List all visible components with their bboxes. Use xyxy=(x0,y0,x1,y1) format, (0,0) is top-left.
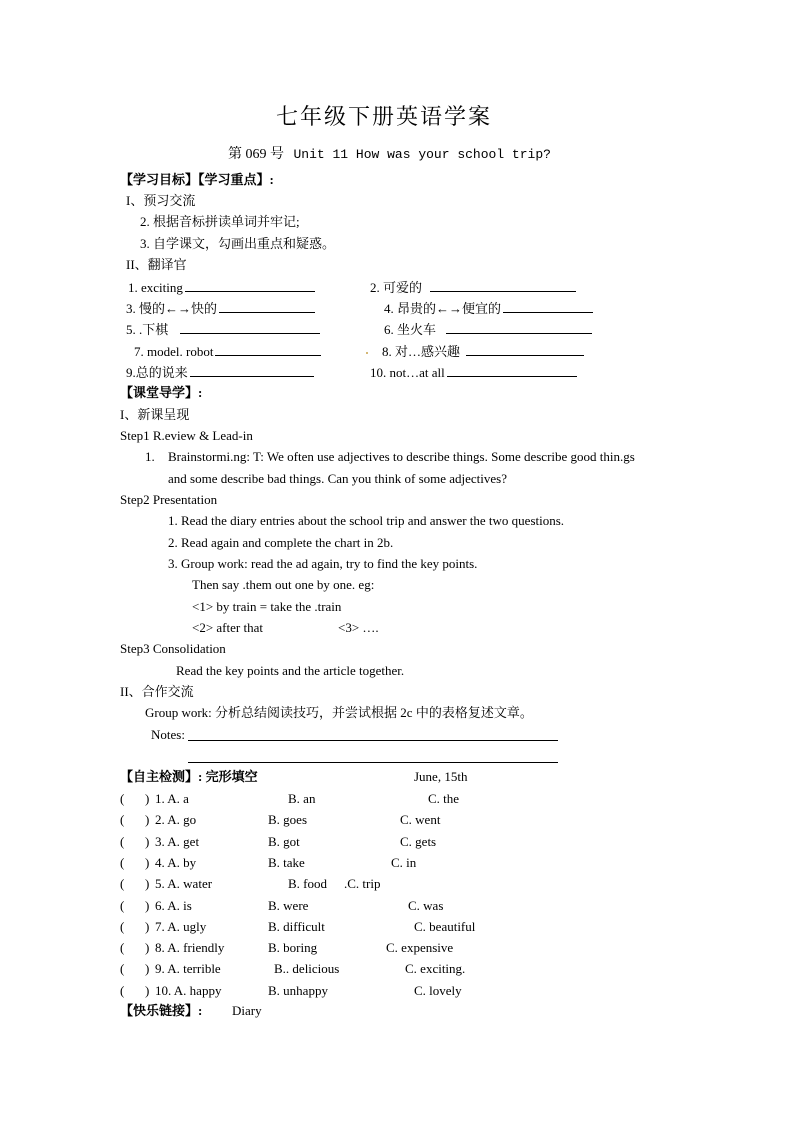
step2-heading: Step2 Presentation xyxy=(120,492,218,507)
answer-paren-close[interactable]: ) xyxy=(145,940,150,956)
cloze-question: 10. A. happy xyxy=(155,982,222,998)
answer-blank[interactable] xyxy=(180,322,320,334)
cloze-option-b: B. an xyxy=(288,791,316,806)
cloze-question: 2. A. go xyxy=(155,812,197,828)
answer-paren-close[interactable]: ) xyxy=(145,876,150,892)
answer-paren-close[interactable]: ) xyxy=(145,918,150,934)
vocab-10: 10. not…at all xyxy=(370,365,577,379)
answer-paren-close[interactable]: ) xyxy=(145,791,150,806)
vocab-2: 2. 可爱的 xyxy=(370,280,576,294)
preview-heading: I、预习交流 xyxy=(126,193,196,208)
lesson-number xyxy=(228,148,551,162)
vocab-9: 9.总的说来 xyxy=(126,365,314,379)
answer-blank[interactable] xyxy=(215,344,321,356)
step2-example3: <3> …. xyxy=(338,620,379,635)
answer-paren-close[interactable]: ) xyxy=(145,897,150,913)
cloze-question: 8. A. friendly xyxy=(155,940,225,956)
cloze-option-c: C. gets xyxy=(400,833,437,849)
answer-paren-close[interactable]: ) xyxy=(145,982,150,998)
vocab-7: 7. model. robot xyxy=(134,344,321,358)
cloze-option-c: C. beautiful xyxy=(414,918,476,934)
lesson-no: 第 069 号 xyxy=(228,147,284,162)
answer-paren-open[interactable]: ( xyxy=(120,940,125,956)
answer-blank[interactable] xyxy=(503,301,593,313)
answer-paren-close[interactable]: ) xyxy=(145,812,150,828)
cloze-option-b: B. got xyxy=(268,833,300,849)
answer-paren-open[interactable]: ( xyxy=(120,982,125,998)
cloze-option-c: C. went xyxy=(400,812,441,828)
cloze-option-b: B. goes xyxy=(268,812,307,828)
vocab-8: 8. 对…感兴趣 xyxy=(382,344,584,358)
cloze-question: 7. A. ugly xyxy=(155,918,207,934)
step2-example1: <1> by train = take the .train xyxy=(192,599,342,614)
stray-mark-icon xyxy=(366,352,368,354)
cloze-question: 4. A. by xyxy=(155,854,197,870)
cloze-question: 9. A. terrible xyxy=(155,961,221,977)
cloze-question: 6. A. is xyxy=(155,897,192,913)
cloze-option-c: .C. trip xyxy=(344,876,381,892)
notes-line[interactable] xyxy=(188,740,558,741)
notes-line[interactable] xyxy=(188,762,558,763)
page-title: 七年级下册英语学案 xyxy=(276,104,493,129)
fun-link-heading: 【快乐链接】: xyxy=(120,1003,203,1018)
step2-item2: 2. Read again and complete the chart in 2b. xyxy=(168,535,394,550)
vocab-5: 5. .下棋 xyxy=(126,322,320,336)
goal-item-3: 3. 自学课文，勾画出重点和疑惑。 xyxy=(140,236,336,251)
vocab-6: 6. 坐火车 xyxy=(384,322,592,336)
cloze-option-b: B. were xyxy=(268,897,309,913)
cloze-option-c: C. exciting. xyxy=(405,961,466,977)
answer-blank[interactable] xyxy=(430,280,576,292)
cloze-option-c: C. in xyxy=(391,854,417,870)
answer-paren-open[interactable]: ( xyxy=(120,876,125,892)
answer-blank[interactable] xyxy=(446,322,592,334)
cloze-option-c: C. was xyxy=(408,897,444,913)
answer-paren-open[interactable]: ( xyxy=(120,961,125,977)
answer-blank[interactable] xyxy=(466,344,584,356)
step1-number: 1. xyxy=(145,449,155,464)
answer-blank[interactable] xyxy=(447,365,577,377)
cloze-option-b: B. take xyxy=(268,854,305,870)
step2-item3: 3. Group work: read the ad again, try to find the key points. xyxy=(168,556,478,571)
answer-paren-open[interactable]: ( xyxy=(120,812,125,828)
vocab-1: 1. exciting xyxy=(128,280,315,294)
cloze-question: 3. A. get xyxy=(155,833,200,849)
cooperation-heading: II、合作交流 xyxy=(120,684,194,699)
step1-line1: Brainstormi.ng: T: We often use adjectives to describe things. Some describe good thin.gs xyxy=(168,449,635,464)
notes-label: Notes: xyxy=(151,727,185,742)
cloze-option-b: B. boring xyxy=(268,940,318,956)
answer-paren-open[interactable]: ( xyxy=(120,897,125,913)
cloze-option-b: B.. delicious xyxy=(274,961,340,977)
vocab-3: 3. 慢的←→快的 xyxy=(126,301,315,315)
fun-link-text: Diary xyxy=(232,1003,262,1018)
step2-example2: <2> after that xyxy=(192,620,263,635)
group-work-text: Group work: 分析总结阅读技巧，并尝试根据 2c 中的表格复述文章。 xyxy=(145,705,533,720)
cloze-question: 1. A. a xyxy=(155,791,189,806)
answer-blank[interactable] xyxy=(190,365,314,377)
answer-paren-open[interactable]: ( xyxy=(120,833,125,849)
cloze-option-b: B. unhappy xyxy=(268,982,328,998)
self-check-heading: 【自主检测】: 完形填空 xyxy=(120,769,258,784)
goal-item-2: 2. 根据音标拼读单词并牢记; xyxy=(140,214,300,229)
step1-heading: Step1 R.eview & Lead-in xyxy=(120,428,253,443)
cloze-option-b: B. food xyxy=(288,876,327,892)
cloze-option-c: C. the xyxy=(428,791,460,806)
cloze-question: 5. A. water xyxy=(155,876,213,892)
answer-blank[interactable] xyxy=(185,280,315,292)
translate-heading: II、翻译官 xyxy=(126,257,187,272)
vocab-4: 4. 昂贵的←→便宜的 xyxy=(384,301,593,315)
answer-paren-close[interactable]: ) xyxy=(145,854,150,870)
step3-text: Read the key points and the article together. xyxy=(176,663,405,678)
new-lesson-heading: I、新课呈现 xyxy=(120,407,190,422)
unit-title: Unit 11 How was your school trip? xyxy=(293,147,551,162)
step2-item1: 1. Read the diary entries about the school trip and answer the two questions. xyxy=(168,513,565,528)
answer-blank[interactable] xyxy=(219,301,315,313)
cloze-option-b: B. difficult xyxy=(268,918,325,934)
answer-paren-close[interactable]: ) xyxy=(145,833,150,849)
answer-paren-open[interactable]: ( xyxy=(120,791,125,806)
step2-say: Then say .them out one by one. eg: xyxy=(192,577,375,592)
step1-line2: and some describe bad things. Can you think of some adjectives? xyxy=(168,471,508,486)
goals-heading: 【学习目标】【学习重点】: xyxy=(120,172,274,187)
cloze-option-c: C. lovely xyxy=(414,982,462,998)
diary-date: June, 15th xyxy=(414,769,468,784)
class-guide-heading: 【课堂导学】: xyxy=(120,385,203,400)
answer-paren-close[interactable]: ) xyxy=(145,961,150,977)
answer-paren-open[interactable]: ( xyxy=(120,918,125,934)
cloze-option-c: C. expensive xyxy=(386,940,454,956)
step3-heading: Step3 Consolidation xyxy=(120,641,226,656)
answer-paren-open[interactable]: ( xyxy=(120,854,125,870)
